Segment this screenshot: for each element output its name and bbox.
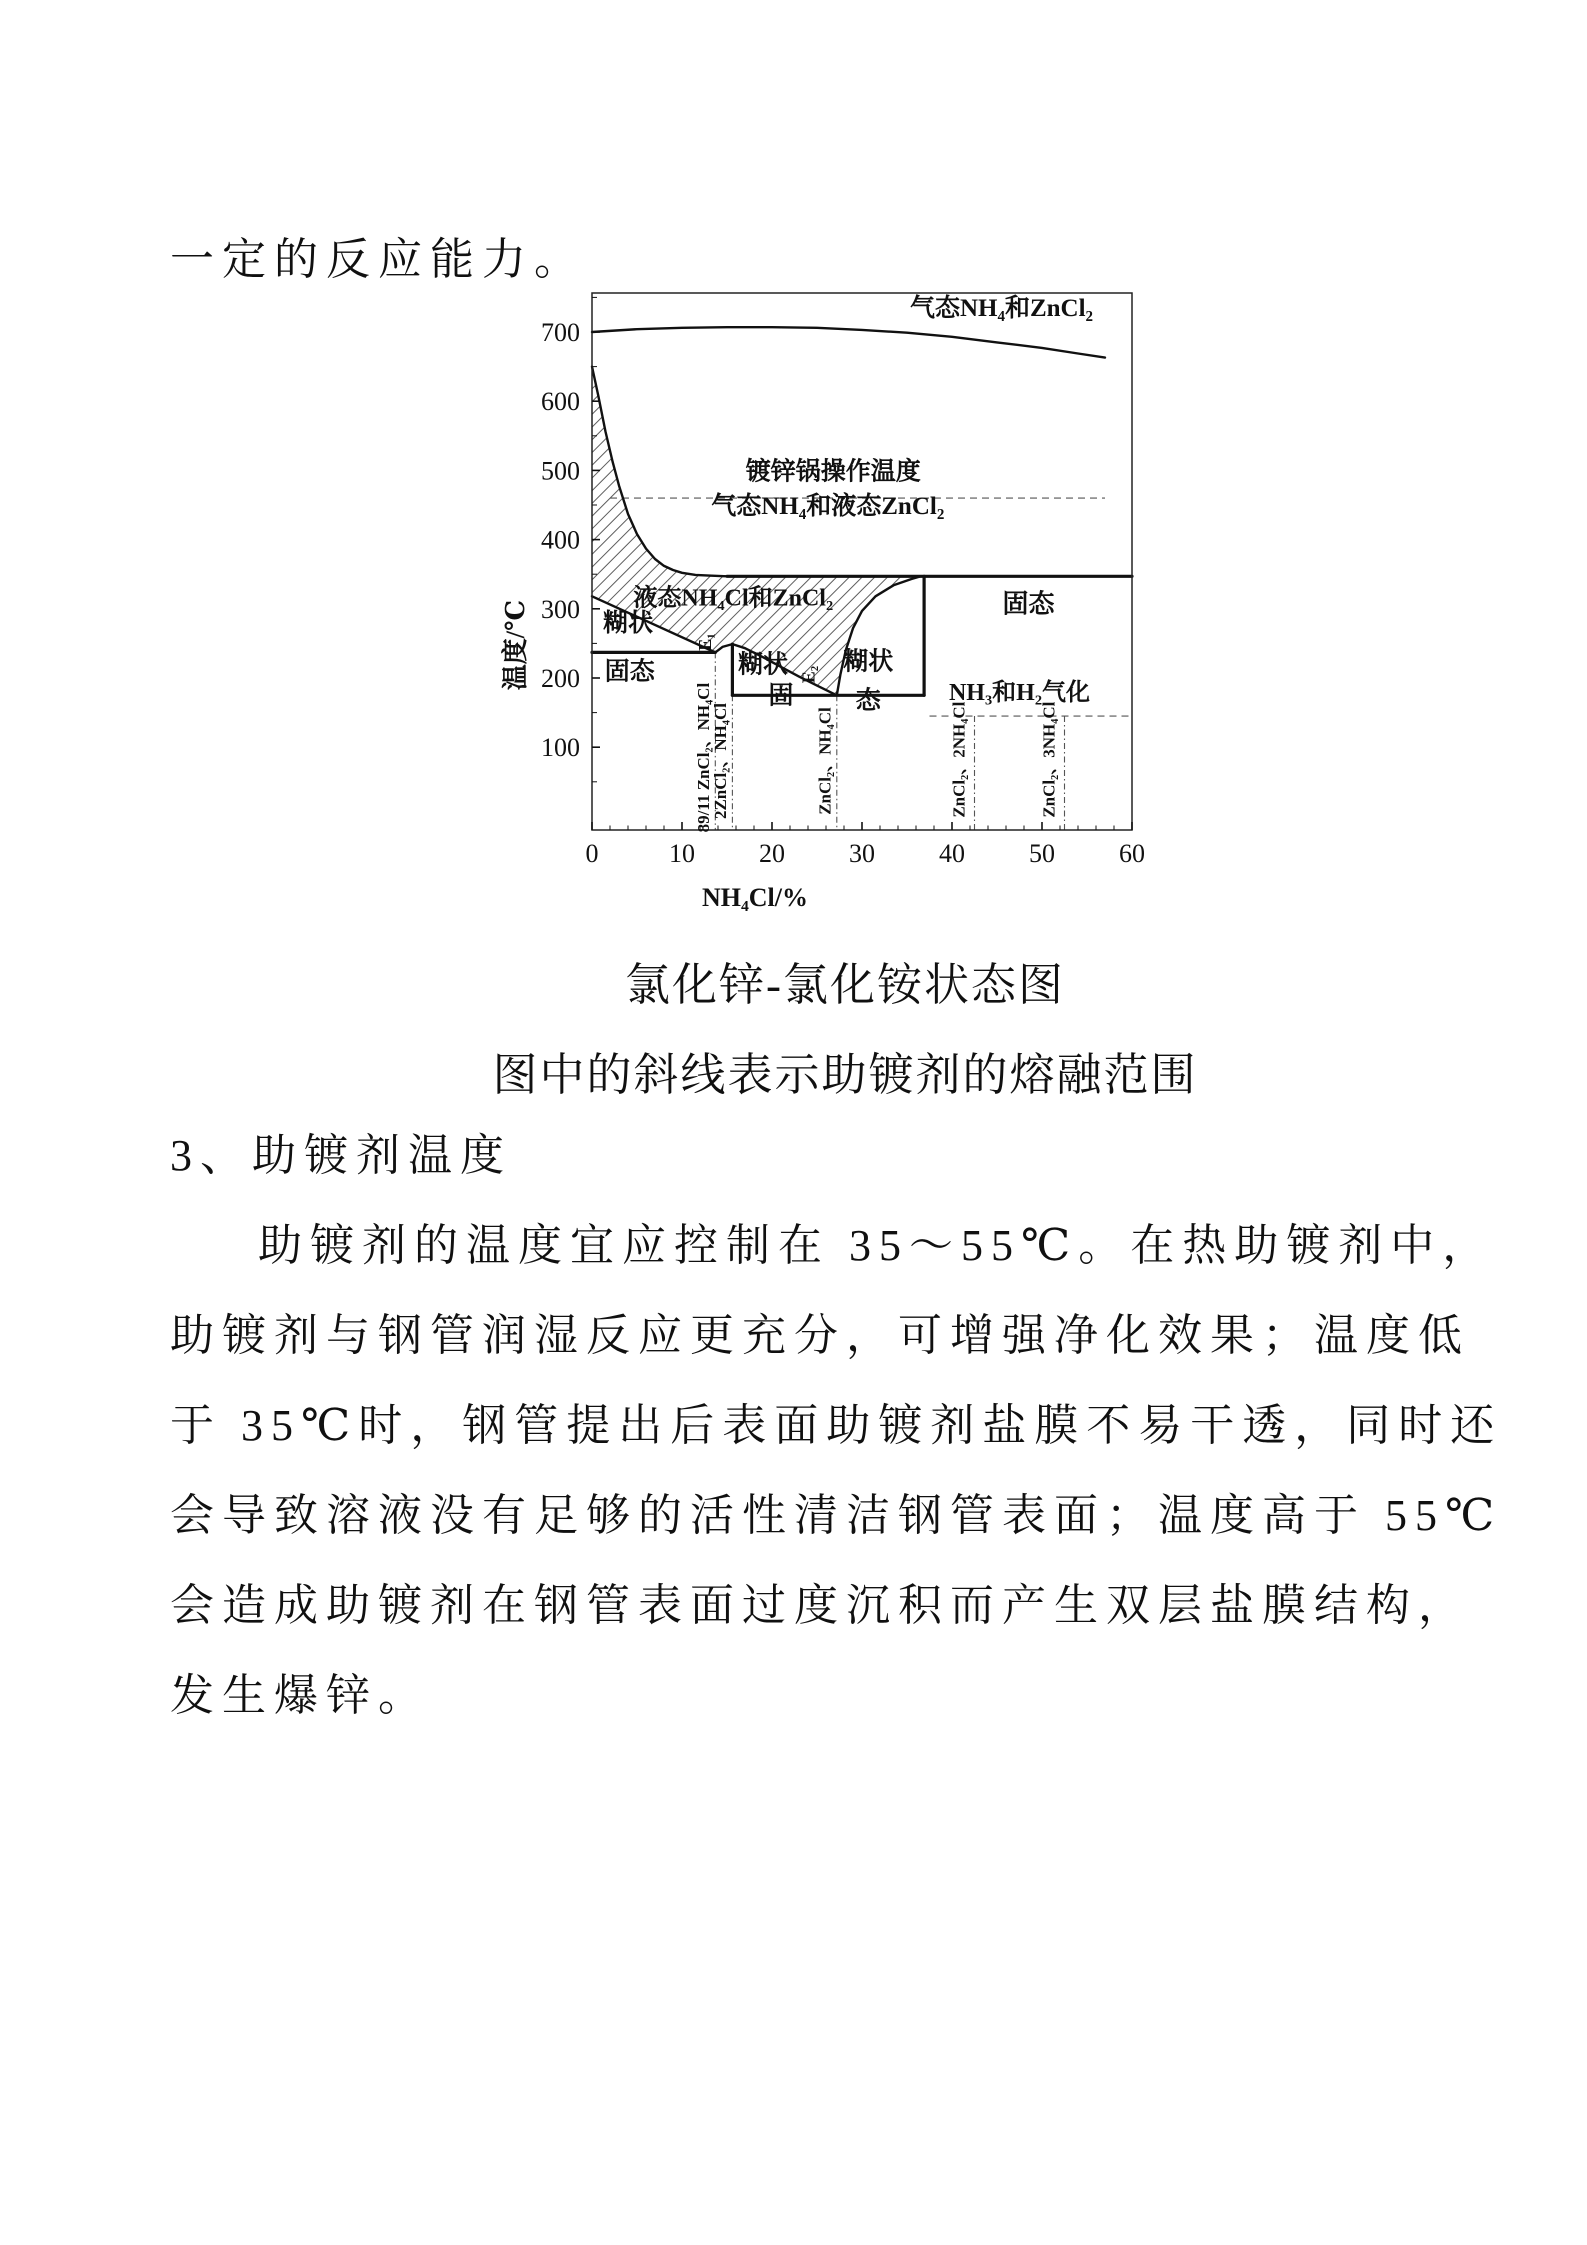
label-solid-right: 固态: [1002, 589, 1055, 619]
label-comp-zncl2-2nh4cl: ZnCl₂、2NH₄Cl: [949, 701, 969, 818]
label-comp-zncl2-nh4cl: ZnCl₂、NH₄Cl: [815, 707, 835, 815]
phase-diagram-figure: [460, 260, 1160, 920]
label-solid-mid: 固: [768, 682, 794, 710]
x-axis-title: NH₄Cl/%: [701, 883, 809, 912]
section-heading: 3、助镀剂温度: [170, 1131, 512, 1180]
label-paste-mid: 糊状: [737, 651, 789, 679]
label-e2: E₂: [798, 665, 819, 684]
label-paste-left: 糊状: [602, 609, 654, 637]
y-tick-label: 600: [541, 387, 580, 417]
y-axis-title: 温度/℃: [501, 599, 530, 691]
y-tick-label: 700: [541, 318, 580, 347]
x-tick-label: 30: [849, 839, 875, 868]
label-operating-temp: 镀锌锅操作温度: [745, 458, 921, 486]
paragraph-line: 于 35℃时，钢管提出后表面助镀剂盐膜不易干透，同时还: [170, 1401, 1503, 1450]
x-tick-label: 40: [939, 839, 965, 868]
label-comp-2zncl2: 2ZnCl₂、NH₄Cl: [711, 703, 731, 820]
paragraph-line: 助镀剂与钢管润湿反应更充分，可增强净化效果；温度低: [170, 1311, 1470, 1360]
label-nh3-h2: NH₃和H₂气化: [948, 680, 1091, 707]
paragraph-line: 发生爆锌。: [170, 1671, 430, 1720]
label-comp-89-11: 89/11 ZnCl₂、NH₄Cl: [694, 682, 713, 833]
label-paste-right: 糊状: [843, 648, 894, 676]
x-tick-label: 20: [759, 839, 785, 868]
paragraph-top-line: 一定的反应能力。: [170, 235, 586, 284]
paragraph-line: 会导致溶液没有足够的活性清洁钢管表面；温度高于 55℃: [170, 1491, 1503, 1540]
label-paste-right2: 态: [855, 687, 881, 715]
figure-caption-note: 图中的斜线表示助镀剂的熔融范围: [492, 1050, 1198, 1100]
y-tick-label: 300: [541, 594, 580, 624]
x-tick-label: 50: [1029, 839, 1055, 868]
paragraph-line: 助镀剂的温度宜应控制在 35～55℃。在热助镀剂中，: [258, 1221, 1495, 1270]
label-solid-left: 固态: [604, 658, 655, 686]
y-tick-label: 400: [541, 525, 580, 555]
label-e1: E₁: [694, 633, 715, 651]
label-liquid-nh4cl-zncl2: 液态NH₄Cl和ZnCl₂: [633, 585, 834, 612]
paragraph-line: 会造成助镀剂在钢管表面过度沉积而产生双层盐膜结构，: [170, 1581, 1470, 1630]
melting-range-hatch-region: [592, 367, 921, 696]
y-tick-label: 500: [541, 456, 580, 486]
chart-labels: [500, 293, 1093, 912]
y-tick-label: 200: [541, 664, 580, 693]
y-tick-label: 100: [541, 733, 580, 763]
series-gas_boundary: [592, 327, 1105, 357]
figure-caption-title: 氯化锌-氯化铵状态图: [625, 960, 1065, 1010]
hatch-fill: [592, 367, 921, 696]
label-gas-nh4-liquid-zncl2: 气态NH₄和液态ZnCl₂: [711, 492, 945, 520]
x-tick-label: 60: [1119, 839, 1145, 868]
label-gas-nh4-zncl2: 气态NH₄和ZnCl₂: [909, 295, 1094, 323]
x-tick-label: 10: [669, 839, 695, 868]
x-tick-label: 0: [585, 839, 599, 868]
label-comp-zncl2-3nh4cl: ZnCl₂、3NH₄Cl: [1039, 701, 1059, 818]
